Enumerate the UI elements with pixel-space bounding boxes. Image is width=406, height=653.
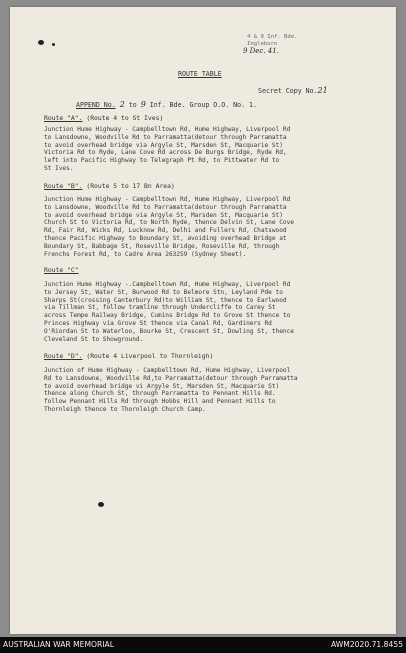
copy-number-line xyxy=(258,86,328,95)
copy-label: Secret Copy No. xyxy=(258,87,318,95)
route-subtitle: (Route 4 to St Ives) xyxy=(86,114,164,122)
route-heading xyxy=(44,352,213,360)
copy-number: 21 xyxy=(317,86,328,95)
route-subtitle: (Route 4 Liverpool to Thornleigh) xyxy=(86,352,214,360)
append-line xyxy=(76,100,257,109)
route-heading xyxy=(44,182,175,190)
archive-footer-bar xyxy=(0,637,406,653)
footer-institution: AUSTRALIAN WAR MEMORIAL xyxy=(3,640,114,649)
append-prefix: APPEND No. xyxy=(76,101,116,109)
stamp-date: 9 Dec. 41. xyxy=(243,47,279,55)
punch-hole-mark xyxy=(38,40,44,45)
route-subtitle: (Route 5 to 17 Bn Area) xyxy=(86,182,175,190)
route-body: Junction Hume Highway - Campbelltown Rd, Hume Highway, Liverpool Rd to Lansdowne, Woodville Rd to Parramatta(detour through Parramatta to avoid overhead bridge via Argyle St, Marsden St, Macquarie St) Church St to Victoria Rd, to North Ryde, thence Delvin St, Lane Cove Rd, Fair Rd, Wicks Rd, Lucknow Rd, Delhi and Fullers Rd, Chatswood thence Pacific Highway to Boundary St, avoiding overhead Bridge at Boundary St, Babbage St, Roseville Bridge, Roseville Rd, through Frenchs Forest Rd, to Cadre Area 263259 (Sydney Sheet). xyxy=(44,196,294,258)
route-heading xyxy=(44,114,163,122)
punch-hole-mark xyxy=(52,43,55,46)
append-suffix: Inf. Bde. Group O.O. No. 1. xyxy=(149,101,257,109)
document-title: ROUTE TABLE xyxy=(178,70,222,78)
route-title: Route "D". xyxy=(44,352,83,360)
append-to: to xyxy=(128,101,137,109)
route-body: Junction of Hume Highway - Campbelltown Rd, Hume Highway, Liverpool Rd to Lansdowne, Woodville Rd,to Parramatta(detour through Parramatta to avoid overhead bridge vi Argyle St, Marsden St, Macquarie St) thence along Church St, through Parramatta to Pennant Hills Rd. follow Pennant Hills Rd through Hobbs Hill and Pennant Hills to Thornleigh thence to Thornleigh Church Camp. xyxy=(44,367,298,413)
route-title: Route "B". xyxy=(44,182,83,190)
route-body: Junction Hume Highway - Campbelltown Rd, Hume Highway, Liverpool Rd to Lansdowne, Woodville Rd to Parramatta(detour through Parramatta to avoid overhead bridge via Argyle St, Marsden St, Macquarie St) Victoria Rd to Ryde, Lane Cove Rd across De Burgs Bridge, Ryde Rd, left into Pacific Highway to Telegraph Pt Rd, to Pittwater Rd to St Ives. xyxy=(44,126,291,172)
append-number: 2 xyxy=(119,100,125,109)
footer-accession-number: AWM2020.71.8455 xyxy=(331,640,403,649)
punch-hole-mark xyxy=(98,502,104,507)
date-stamp xyxy=(243,34,307,55)
route-body: Junction Hume Highway -.Campbelltown Rd, Hume Highway, Liverpool Rd to Jersey St, Water St, Burwood Rd to Belmore Stn, Leyland Pde to Sharps St(crossing Canterbury Rd)to William St, thence to Earlwood via Tillman St, follow tramline through Undercliffe to Carey St across Tempe Railway Bridge, Cumins Bridge Rd to Grove St thence to Princes Highway via Grove St thence via Canal Rd, Gardiners Rd O'Riordan St to Waterloo, Bourke St, Crescent St, Dowling St, thence Cleveland St to Showground. xyxy=(44,281,294,343)
stamp-line-2: Ingleburn xyxy=(247,41,278,47)
route-title: Route "C" xyxy=(44,266,79,274)
stamp-line-1: 4 & 9 Inf. Bde. xyxy=(247,34,298,40)
append-brigade: 9 xyxy=(140,100,146,109)
route-title: Route "A". xyxy=(44,114,83,122)
route-heading xyxy=(44,266,79,274)
